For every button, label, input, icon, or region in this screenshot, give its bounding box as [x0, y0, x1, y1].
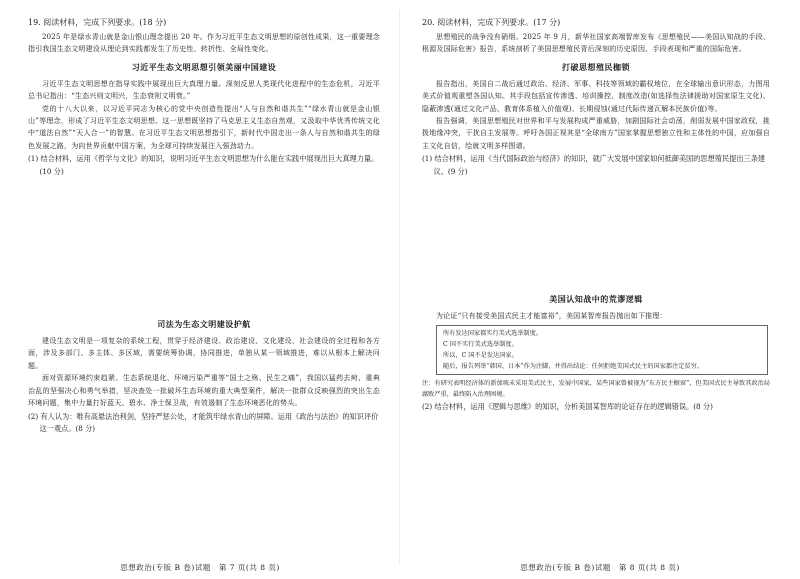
page-footer-left: 思想政治(专版 B 卷)试题 第 7 页(共 8 页)	[120, 563, 280, 572]
reasoning-line-2: C 国不实行美式选举制度。	[443, 341, 518, 349]
reasoning-box	[436, 325, 768, 375]
q19-material2-paragraph-1: 建设生态文明是一项复杂的系统工程，贯穿于经济建设、政治建设、文化建设、社会建设的全过程和各方面，涉及多部门、多主体、多区域，需要统筹协调，协同推进，单独从某一领域推进，难以从根本上解决问题。	[28, 337, 380, 370]
q20-material1-paragraph-2: 报告强调，美国思想殖民对世界和平与发展构成严重威胁，加剧国际社会动荡，削弱发展中国家政权，挑拨地缘冲突，干扰自主发展等。呼吁各国正视其是“全球南方”国家掌握思想独立性和主体性的中国，应加强自主文化自信，绘就文明多样图谱。	[422, 117, 770, 150]
q20-material2-title: 美国认知战中的荒谬逻辑	[549, 295, 643, 305]
q19-subquestion-2: (2) 有人认为：唯有高悬法治利剑，坚持严惩公处，才能筑牢绿水青山的屏障。运用《政治与法治》的知识评价这一观点。(8 分)	[28, 411, 379, 433]
reasoning-line-3: 所以，C 国不是发达国家。	[443, 352, 518, 360]
q19-material1-paragraph-1: 习近平生态文明思想在指导实践中展现出巨大真理力量。深刻反思人类现代化进程中的生态危机，习近平总书记指出：“生态兴则文明兴，生态衰则文明衰。”	[28, 79, 380, 101]
q20-material1-title: 打破思想殖民枷锁	[562, 62, 630, 72]
reasoning-line-4: 随后，报告列举“韩国、日本”作为注脚，并得出结论：任何拒绝美国式民主的国家都注定贫穷。	[443, 363, 704, 371]
right-page	[400, 0, 800, 579]
q19-material1-paragraph-2: 党的十八大以来，以习近平同志为核心的党中央创造性提出“人与自然和谐共生”“绿水青山就是金山银山”等理念，形成了习近平生态文明思想。这一思想既坚持了马克思主义生态自然观，又汲取中华优秀传统文化中“道法自然”“天人合一”的智慧。在习近平生态文明思想指引下，新时代中国走出一条人与自然和谐共生的绿色发展之路，为向世界贡献中国方案，为全球可持续发展注入强劲动力。	[28, 104, 380, 150]
question-20-heading: 20. 阅读材料，完成下列要求。(17 分)	[422, 18, 561, 27]
page-footer-right: 思想政治(专版 B 卷)试题 第 8 页(共 8 页)	[520, 563, 680, 572]
q20-subquestion-1: (1) 结合材料，运用《当代国际政治与经济》的知识，就广大发展中国家如何抵御美国的思想殖民提出三条建议。(9 分)	[422, 154, 766, 176]
q19-material2-paragraph-2: 面对资源环境约束趋紧、生态系统退化、环境污染严重等“国土之殇、民生之痛”，我国以猛药去疴、重典治乱的坚强决心和勇气举措，坚决查处一批破坏生态环境的重大典型案件，解决一批群众反映强烈的突出生态环境问题，集中力量打好蓝天、碧水、净土保卫战，有效遏制了生态环境恶化的势头。	[28, 374, 380, 408]
q20-subquestion-2: (2) 结合材料，运用《逻辑与思维》的知识，分析美国某智库的论证存在的逻辑错误。(8 分)	[422, 402, 713, 412]
q20-note: 注：有研究表明经济体的新加坡未采用美式民主，发展中国家，某些国家曾被视为“东方民主橱窗”，但美国式民主导致其政治局腐败严重，最终陷入治理困境。	[422, 380, 770, 399]
question-19-heading: 19. 阅读材料，完成下列要求。(18 分)	[28, 18, 167, 27]
q20-material1-paragraph-1: 报告指出，美国自二战后通过政治、经济、军事、科技等领域的霸权地位，在全球输出意识形态，力图用美式价值观重塑各国认知。其手段包括宣传渗透、培训操控、制度改造(如选择性法律援助对国家原生文化)、隐蔽渗透(通过文化产品、教育体系植入价值观)、长期侵蚀(通过代际传递瓦解本民族价值)等。	[422, 79, 770, 113]
q19-material1-title: 习近平生态文明思想引领美丽中国建设	[131, 62, 277, 72]
q19-intro-paragraph: 2025 年是绿水青山就是金山银山理念提出 20 年。作为习近平生态文明思想的原创性成果，这一重要理念指引我国生态文明建设从理论到实践都发生了历史性、转折性、全局性变化。	[28, 33, 380, 54]
answer-space	[28, 178, 380, 313]
q20-intro-paragraph: 思想殖民的战争没有硝烟。2025 年 9 月，新华社国家高端智库发布《思想殖民——美国认知战的手段、根源及国际危害》报告，系统剖析了美国思想殖民背后深刻的历史原因、手段表现和严重的国际危害。	[422, 33, 770, 54]
reasoning-line-1: 所有发达国家都实行美式选举制度。	[443, 330, 542, 338]
q19-material2-title: 司法为生态文明建设护航	[157, 320, 251, 330]
q19-subquestion-1: (1) 结合材料，运用《哲学与文化》的知识，说明习近平生态文明思想为什么能在实践中展现出巨大真理力量。(10 分)	[28, 154, 379, 176]
answer-space	[422, 178, 770, 288]
q20-material2-intro: 为论证“只有接受美国式民主才能富裕”，美国某智库报告抛出如下推理：	[436, 312, 667, 321]
